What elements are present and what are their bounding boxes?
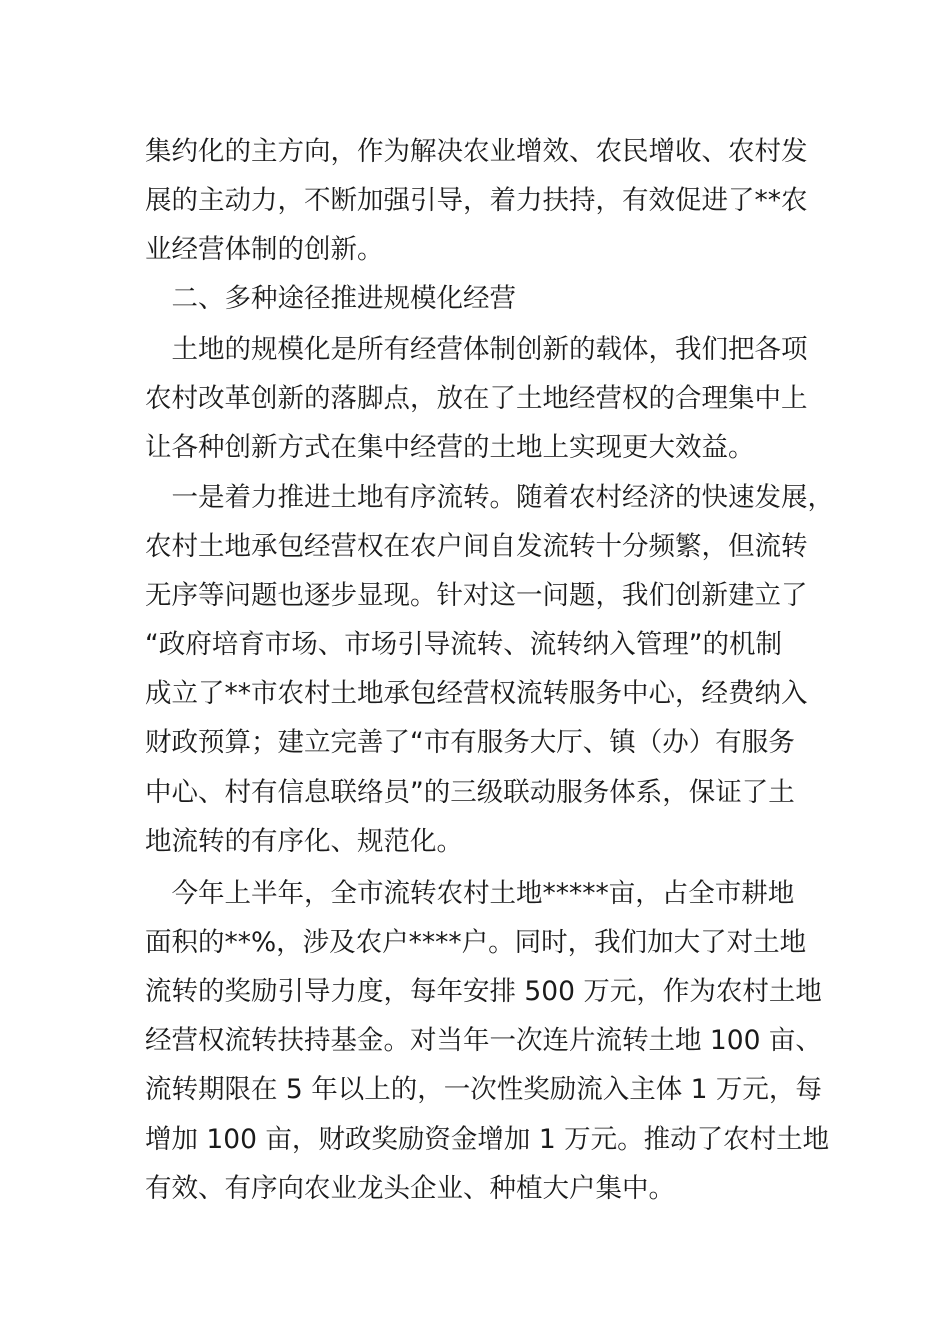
text-line: 经营权流转扶持基金。对当年一次连片流转土地 100 亩、 xyxy=(145,1025,822,1056)
text-line: 展的主动力，不断加强引导，着力扶持，有效促进了**农 xyxy=(145,185,808,216)
text-line: “政府培育市场、市场引导流转、流转纳入管理”的机制 xyxy=(145,629,782,660)
text-line: 无序等问题也逐步显现。针对这一问题，我们创新建立了 xyxy=(145,580,808,611)
text-line: 财政预算；建立完善了“市有服务大厅、镇（办）有服务 xyxy=(145,727,795,758)
text-line: 业经营体制的创新。 xyxy=(145,234,384,265)
text-line: 今年上半年，全市流转农村土地*****亩，占全市耕地 xyxy=(145,878,795,909)
text-line: 增加 100 亩，财政奖励资金增加 1 万元。推动了农村土地 xyxy=(145,1124,830,1155)
text-line: 农村改革创新的落脚点，放在了土地经营权的合理集中上 xyxy=(145,383,808,414)
text-line: 一是着力推进土地有序流转。随着农村经济的快速发展， xyxy=(145,482,834,513)
text-line: 成立了**市农村土地承包经营权流转服务中心，经费纳入 xyxy=(145,678,808,709)
text-line: 土地的规模化是所有经营体制创新的载体，我们把各项 xyxy=(145,334,808,365)
section-heading: 二、多种途径推进规模化经营 xyxy=(145,283,516,314)
text-line: 地流转的有序化、规范化。 xyxy=(145,826,463,857)
text-line: 流转期限在 5 年以上的，一次性奖励流入主体 1 万元，每 xyxy=(145,1074,822,1105)
text-line: 让各种创新方式在集中经营的土地上实现更大效益。 xyxy=(145,432,755,463)
text-line: 中心、村有信息联络员”的三级联动服务体系，保证了土 xyxy=(145,777,795,808)
text-line: 面积的**%，涉及农户****户。同时，我们加大了对土地 xyxy=(145,927,807,958)
text-line: 有效、有序向农业龙头企业、种植大户集中。 xyxy=(145,1173,675,1204)
text-line: 集约化的主方向，作为解决农业增效、农民增收、农村发 xyxy=(145,136,808,167)
text-line: 农村土地承包经营权在农户间自发流转十分频繁，但流转 xyxy=(145,531,808,562)
text-line: 流转的奖励引导力度，每年安排 500 万元，作为农村土地 xyxy=(145,976,822,1007)
